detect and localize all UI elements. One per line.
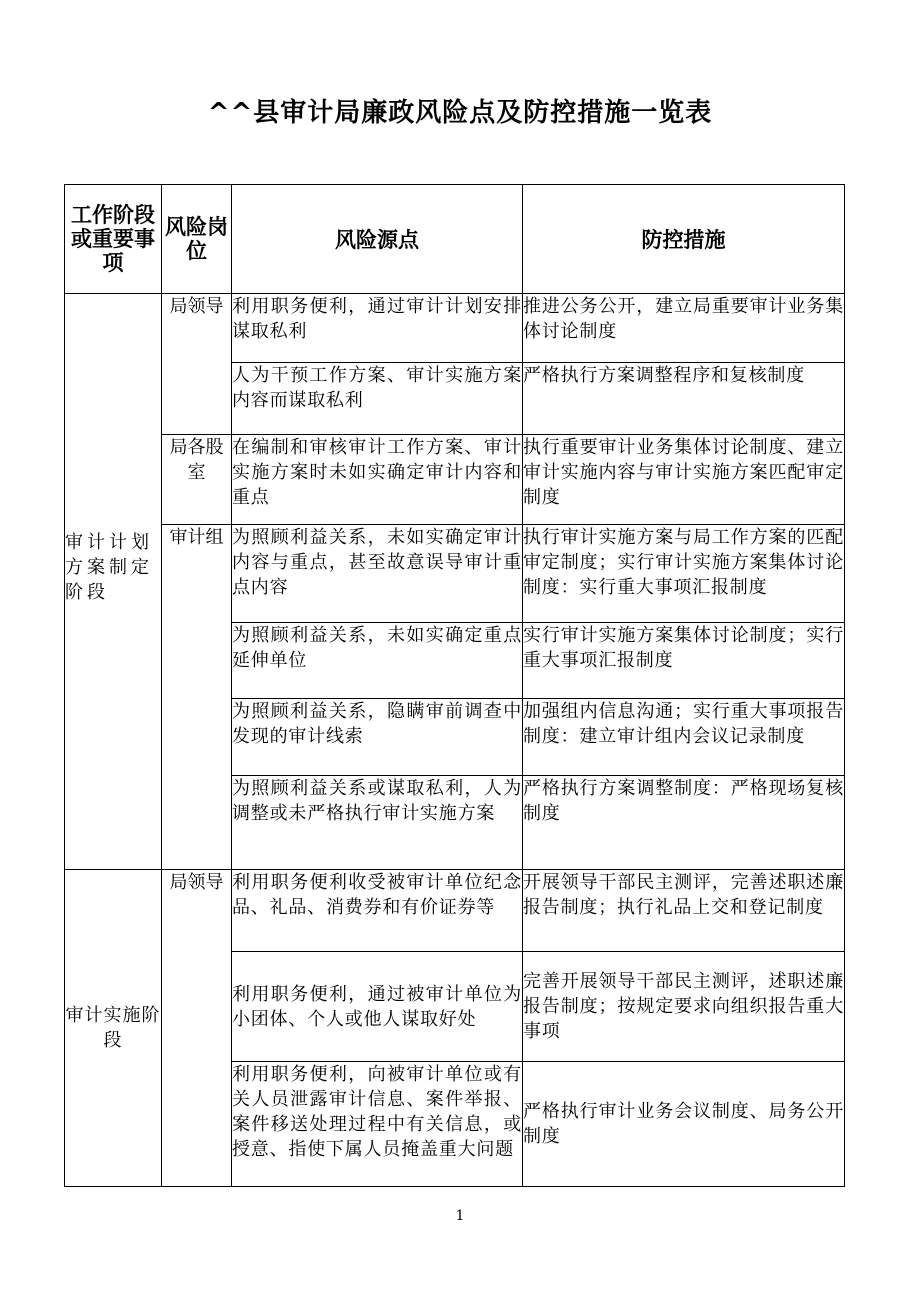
- risk-cell: 为照顾利益关系，未如实确定审计内容与重点，甚至故意误导审计重点内容: [232, 525, 523, 623]
- risk-cell: 在编制和审核审计工作方案、审计实施方案时未如实确定审计内容和重点: [232, 435, 523, 525]
- measure-cell: 推进公务公开，建立局重要审计业务集体讨论制度: [523, 294, 845, 363]
- table-row: [65, 435, 845, 525]
- post-depts-cell: 局各股室: [162, 435, 232, 525]
- risk-cell: 利用职务便利，通过被审计单位为小团体、个人或他人谋取好处: [232, 952, 523, 1062]
- measure-cell: 严格执行审计业务会议制度、局务公开制度: [523, 1062, 845, 1187]
- stage-impl-cell: 审计实施阶段: [65, 870, 162, 1187]
- header-measure: 防控措施: [523, 185, 845, 294]
- measure-cell: 严格执行方案调整制度：严格现场复核制度: [523, 776, 845, 870]
- risk-cell: 为照顾利益关系，隐瞒审前调查中发现的审计线索: [232, 699, 523, 776]
- risk-cell: 人为干预工作方案、审计实施方案内容而谋取私利: [232, 363, 523, 435]
- table-row: [65, 294, 845, 363]
- table-row: [65, 525, 845, 623]
- risk-cell: 利用职务便利，通过审计计划安排谋取私利: [232, 294, 523, 363]
- risk-cell: 为照顾利益关系或谋取私利，人为调整或未严格执行审计实施方案: [232, 776, 523, 870]
- header-risk: 风险源点: [232, 185, 523, 294]
- measure-cell: 实行审计实施方案集体讨论制度；实行重大事项汇报制度: [523, 623, 845, 699]
- post-team-cell: 审计组: [162, 525, 232, 870]
- measure-cell: 执行审计实施方案与局工作方案的匹配审定制度；实行审计实施方案集体讨论制度：实行重大事项汇报制度: [523, 525, 845, 623]
- measure-cell: 开展领导干部民主测评，完善述职述廉报告制度；执行礼品上交和登记制度: [523, 870, 845, 952]
- risk-cell: 利用职务便利收受被审计单位纪念品、礼品、消费券和有价证券等: [232, 870, 523, 952]
- measure-cell: 加强组内信息沟通；实行重大事项报告制度：建立审计组内会议记录制度: [523, 699, 845, 776]
- table-row: [65, 870, 845, 952]
- risk-table: [64, 184, 845, 1187]
- post-leader-cell: 局领导: [162, 294, 232, 435]
- table-header-row: [65, 185, 845, 294]
- post-leader-cell: 局领导: [162, 870, 232, 1187]
- measure-cell: 严格执行方案调整程序和复核制度: [523, 363, 845, 435]
- risk-cell: 利用职务便利，向被审计单位或有关人员泄露审计信息、案件举报、案件移送处理过程中有关信息，或授意、指使下属人员掩盖重大问题: [232, 1062, 523, 1187]
- measure-cell: 完善开展领导干部民主测评，述职述廉报告制度；按规定要求向组织报告重大事项: [523, 952, 845, 1062]
- risk-cell: 为照顾利益关系，未如实确定重点延伸单位: [232, 623, 523, 699]
- stage-plan-cell: 审计计划方案制定阶段: [65, 294, 162, 870]
- header-post: 风险岗位: [162, 185, 232, 294]
- page-title: ^^县审计局廉政风险点及防控措施一览表: [207, 98, 713, 128]
- page-number: 1: [455, 1208, 465, 1224]
- header-stage: 工作阶段或重要事项: [65, 185, 162, 294]
- measure-cell: 执行重要审计业务集体讨论制度、建立审计实施内容与审计实施方案匹配审定制度: [523, 435, 845, 525]
